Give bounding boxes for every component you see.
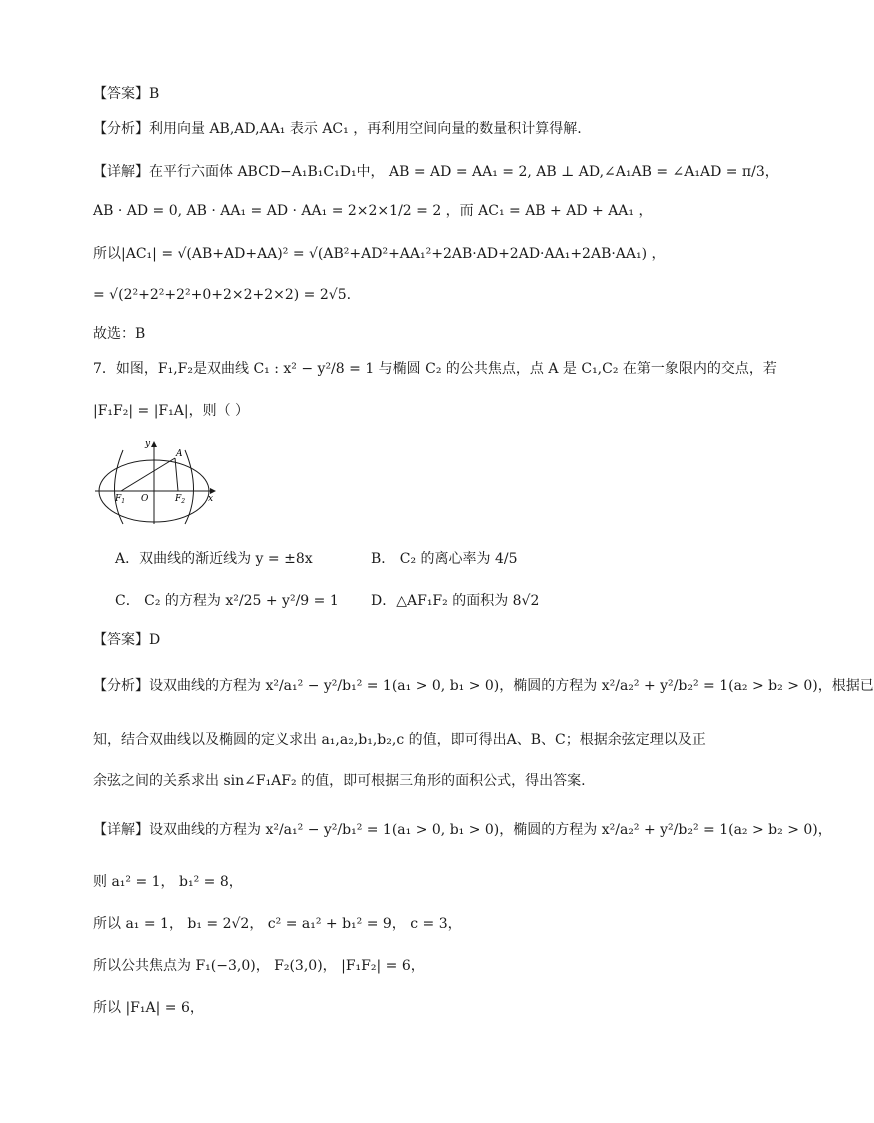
q6-answer-line [93, 84, 159, 104]
q6-analysis-text: 利用向量 AB,AD,AA₁ 表示 AC₁ ，再利用空间向量的数量积计算得解. [149, 121, 582, 137]
q7-option-d: D．△AF₁F₂ 的面积为 8√2 [371, 593, 540, 609]
q6-answer-tag: 【答案】 [93, 86, 149, 102]
label-f2: $F_2$ [175, 494, 186, 505]
q7-option-c: C． C₂ 的方程为 x²/25 + y²/9 = 1 [115, 593, 339, 609]
label-x: x [208, 494, 214, 504]
label-f1: $F_1$ [115, 494, 126, 505]
q7-option-a: A．双曲线的渐近线为 y = ±8x [115, 551, 313, 567]
q7-stem-line1: 7．如图，F₁,F₂是双曲线 C₁ : x² − y²/8 = 1 与椭圆 C₂ 的公共焦点，点 A 是 C₁,C₂ 在第一象限内的交点，若 [93, 361, 777, 377]
label-o: O [141, 494, 149, 504]
q6-detail-tag: 【详解】 [93, 164, 149, 180]
q6-conclusion: 故选：B [93, 326, 146, 342]
q7-analysis-tag: 【分析】 [93, 678, 149, 694]
q7-detail-tag: 【详解】 [93, 822, 149, 838]
q7-detail-line3: 所以 a₁ = 1， b₁ = 2√2， c² = a₁² + b₁² = 9， c = 3， [93, 916, 462, 932]
q7-detail-line2: 则 a₁² = 1， b₁² = 8， [93, 874, 243, 890]
q7-analysis-text1: 设双曲线的方程为 x²/a₁² − y²/b₁² = 1(a₁ > 0, b₁ > 0)，椭圆的方程为 x²/a₂² + y²/b₂² = 1(a₂ > b₂ > 0)，根据已 [149, 678, 874, 694]
q7-option-b: B． C₂ 的离心率为 4/5 [371, 551, 518, 567]
q6-detail-text1: 在平行六面体 ABCD−A₁B₁C₁D₁中， AB = AD = AA₁ = 2, AB ⊥ AD,∠A₁AB = ∠A₁AD = π/3， [149, 164, 779, 180]
q6-detail-line4: = √(2²+2²+2²+0+2×2+2×2) = 2√5. [93, 287, 352, 303]
q7-analysis-line1 [93, 676, 874, 696]
q7-stem-line2: |F₁F₂| = |F₁A|，则（ ） [93, 403, 250, 419]
q7-figure [93, 436, 223, 528]
y-axis-arrow [151, 441, 157, 447]
q6-answer: B [149, 86, 160, 102]
q7-analysis-line3: 余弦之间的关系求出 sin∠F₁AF₂ 的值，即可根据三角形的面积公式，得出答案. [93, 773, 586, 789]
q7-detail-line1 [93, 820, 832, 840]
q6-detail-line3: 所以|AC₁| = √(AB+AD+AA)² = √(AB²+AD²+AA₁²+2AB·AD+2AD·AA₁+2AB·AA₁) ， [93, 246, 666, 262]
q7-detail-line4: 所以公共焦点为 F₁(−3,0)， F₂(3,0)， |F₁F₂| = 6， [93, 958, 425, 974]
q7-answer-tag: 【答案】 [93, 632, 149, 648]
q6-analysis-tag: 【分析】 [93, 121, 149, 137]
q6-detail-line1 [93, 162, 779, 182]
q7-detail-line5: 所以 |F₁A| = 6， [93, 1000, 204, 1016]
label-y: y [145, 439, 151, 449]
label-a: A [176, 449, 183, 459]
q6-analysis-line [93, 119, 582, 139]
q7-answer: D [149, 632, 161, 648]
q7-detail-text1: 设双曲线的方程为 x²/a₁² − y²/b₁² = 1(a₁ > 0, b₁ > 0)，椭圆的方程为 x²/a₂² + y²/b₂² = 1(a₂ > b₂ > 0)， [149, 822, 832, 838]
q7-analysis-line2: 知，结合双曲线以及椭圆的定义求出 a₁,a₂,b₁,b₂,c 的值，即可得出A、B、C；根据余弦定理以及正 [93, 732, 706, 748]
q7-answer-line [93, 630, 160, 650]
q6-detail-line2: AB · AD = 0, AB · AA₁ = AD · AA₁ = 2×2×1/2 = 2 ，而 AC₁ = AB + AD + AA₁ ， [93, 203, 653, 219]
